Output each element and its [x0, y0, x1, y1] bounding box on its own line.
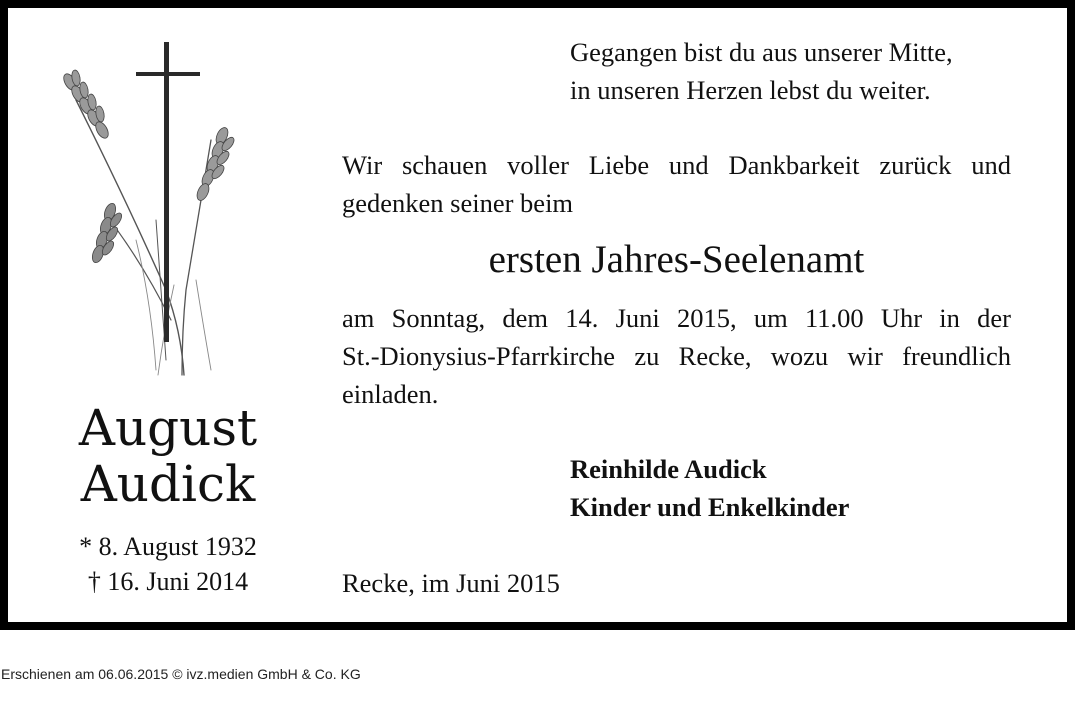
publication-footer: Erschienen am 06.06.2015 © ivz.medien GmbH & Co. KG — [1, 666, 361, 682]
intro-text — [342, 146, 1011, 222]
details-line: St.-Dionysius-Pfarrkirche zu Recke, wozu wir freundlich — [342, 341, 1011, 371]
signatory-name: Reinhilde Audick — [570, 454, 767, 484]
birth-date: * 8. August 1932 — [79, 532, 257, 561]
motto — [570, 33, 953, 109]
motto-line: in unseren Herzen lebst du weiter. — [570, 75, 931, 105]
intro-line: Wir schauen voller Liebe und Dankbarkeit zurück und — [342, 150, 1011, 180]
details-line: einladen. — [342, 379, 439, 409]
cross-with-wheat-icon — [46, 30, 256, 385]
intro-line: gedenken seiner beim — [342, 188, 574, 218]
event-headline: ersten Jahres-Seelenamt — [488, 238, 865, 281]
motto-line: Gegangen bist du aus unserer Mitte, — [570, 37, 953, 67]
event-details — [342, 299, 1011, 413]
deceased-last-name: Audick — [80, 455, 256, 513]
signatory-family: Kinder und Enkelkinder — [570, 492, 850, 522]
details-line: am Sonntag, dem 14. Juni 2015, um 11.00 Uhr in der — [342, 303, 1011, 333]
death-date: † 16. Juni 2014 — [87, 567, 249, 596]
place-and-date: Recke, im Juni 2015 — [342, 568, 560, 598]
deceased-first-name: August — [78, 399, 258, 457]
